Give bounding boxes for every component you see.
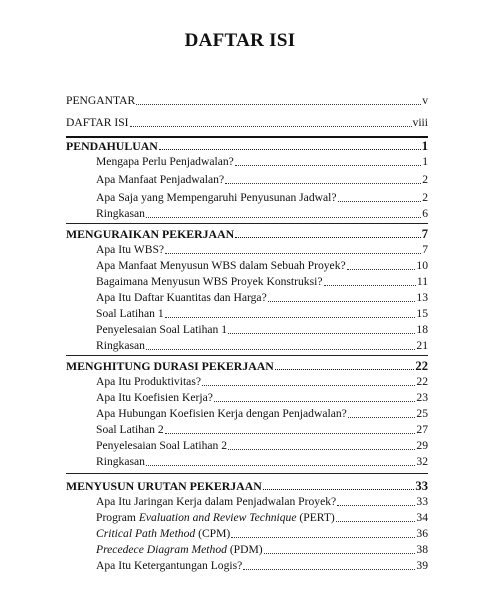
toc-entry[interactable] <box>66 205 428 221</box>
toc-entry-label: PENGANTAR <box>66 94 136 107</box>
dot-leader <box>202 385 415 386</box>
chapter-page: 7 <box>421 227 428 241</box>
dot-leader <box>136 104 421 105</box>
dot-leader <box>337 505 415 506</box>
chapter-divider <box>66 473 428 474</box>
dot-leader <box>264 553 416 554</box>
dot-leader <box>348 417 416 418</box>
dot-leader <box>165 433 416 434</box>
toc-entry-label: Apa Itu WBS? <box>96 243 165 256</box>
toc-entry-page: 23 <box>416 391 428 404</box>
toc-entry-label: Penyelesaian Soal Latihan 2 <box>96 439 228 452</box>
toc-entry-page: 33 <box>416 495 428 508</box>
dot-leader <box>243 569 415 570</box>
toc-entry-label: Apa Manfaat Penjadwalan? <box>96 173 225 186</box>
page-title: DAFTAR ISI <box>184 30 296 51</box>
toc-entry-page: 27 <box>416 423 428 436</box>
chapter-title: MENYUSUN URUTAN PEKERJAAN <box>66 479 262 493</box>
toc-entry[interactable] <box>66 289 428 305</box>
toc-chapter-menyusun-urutan[interactable] <box>66 477 428 493</box>
toc-entry-pengantar[interactable] <box>66 92 428 108</box>
chapter-page: 33 <box>415 479 428 493</box>
toc-entry[interactable] <box>66 241 428 257</box>
toc-entry[interactable] <box>66 557 428 573</box>
dot-leader <box>235 237 421 238</box>
toc-entry-label: Apa Saja yang Mempengaruhi Penyusunan Jadwal? <box>96 191 337 204</box>
toc-entry-label: Apa Manfaat Menyusun WBS dalam Sebuah Proyek? <box>96 259 346 272</box>
toc-entry-label: Ringkasan <box>96 207 145 220</box>
toc-entry[interactable] <box>66 421 428 437</box>
dot-leader <box>347 269 416 270</box>
toc-entry-label: Apa Itu Daftar Kuantitas dan Harga? <box>96 291 267 304</box>
toc-entry-page: 32 <box>416 455 428 468</box>
dot-leader <box>165 317 416 318</box>
toc-entry-page: viii <box>412 116 428 129</box>
toc-entry-page: 38 <box>416 543 428 556</box>
dot-leader <box>130 126 412 127</box>
dot-leader <box>214 401 416 402</box>
toc-entry[interactable] <box>66 493 428 509</box>
chapter-divider <box>66 223 428 224</box>
toc-entry[interactable] <box>66 525 428 541</box>
toc-entry-label: Precedece Diagram Method (PDM) <box>96 543 263 556</box>
toc-entry[interactable] <box>66 373 428 389</box>
toc-entry-page: 39 <box>416 559 428 572</box>
toc-entry[interactable] <box>66 389 428 405</box>
toc-entry[interactable] <box>66 541 428 557</box>
dot-leader <box>235 165 421 166</box>
toc-entry-label: Program Evaluation and Review Technique (PERT) <box>96 511 335 524</box>
toc-entry-label: Soal Latihan 1 <box>96 307 164 320</box>
dot-leader <box>228 333 415 334</box>
toc-entry[interactable] <box>66 153 428 169</box>
toc-entry-label: Bagaimana Menyusun WBS Proyek Konstruksi? <box>96 275 323 288</box>
dot-leader <box>263 489 415 490</box>
toc-entry-label: DAFTAR ISI <box>66 116 129 129</box>
toc-entry-label: Apa Itu Jaringan Kerja dalam Penjadwalan Proyek? <box>96 495 337 508</box>
dot-leader <box>228 449 415 450</box>
toc-entry-label: Penyelesaian Soal Latihan 1 <box>96 323 228 336</box>
toc-entry-page: 7 <box>422 243 428 256</box>
toc-entry[interactable] <box>66 257 428 273</box>
toc-entry[interactable] <box>66 337 428 353</box>
toc-entry[interactable] <box>66 305 428 321</box>
toc-entry-label: Soal Latihan 2 <box>96 423 164 436</box>
toc-entry-page: 25 <box>416 407 428 420</box>
dot-leader <box>159 149 421 150</box>
toc-entry[interactable] <box>66 321 428 337</box>
chapter-divider <box>66 355 428 356</box>
dot-leader <box>146 217 421 218</box>
toc-entry-label: Apa Itu Produktivitas? <box>96 375 201 388</box>
toc-entry-page: 11 <box>416 275 428 288</box>
toc-entry[interactable] <box>66 437 428 453</box>
dot-leader <box>336 521 416 522</box>
dot-leader <box>146 349 415 350</box>
toc-entry-page: 21 <box>416 339 428 352</box>
toc-entry[interactable] <box>66 453 428 469</box>
toc-entry-page: 6 <box>422 207 428 220</box>
toc-entry-page: 34 <box>416 511 428 524</box>
toc-entry[interactable] <box>66 405 428 421</box>
toc-entry-page: 1 <box>422 155 428 168</box>
toc-entry-label: Critical Path Method (CPM) <box>96 527 231 540</box>
toc-entry[interactable] <box>66 509 428 525</box>
toc-entry[interactable] <box>66 273 428 289</box>
toc-entry-label: Apa Hubungan Koefisien Kerja dengan Penjadwalan? <box>96 407 347 420</box>
chapter-title: MENGURAIKAN PEKERJAAN <box>66 227 235 241</box>
toc-chapter-menghitung-durasi[interactable] <box>66 357 428 373</box>
toc-entry-label: Apa Itu Koefisien Kerja? <box>96 391 213 404</box>
dot-leader <box>146 465 415 466</box>
toc-entry-page: 18 <box>416 323 428 336</box>
toc-entry[interactable] <box>66 171 428 187</box>
dot-leader <box>338 201 422 202</box>
toc-entry-daftar-isi[interactable] <box>66 114 428 130</box>
dot-leader <box>275 369 415 370</box>
toc-entry-label: Ringkasan <box>96 339 145 352</box>
dot-leader <box>268 301 416 302</box>
chapter-page: 22 <box>415 359 428 373</box>
toc-entry-page: 15 <box>416 307 428 320</box>
dot-leader <box>231 537 415 538</box>
chapter-page: 1 <box>421 139 428 153</box>
dot-leader <box>165 253 421 254</box>
toc-entry-page: 22 <box>416 375 428 388</box>
chapter-title: MENGHITUNG DURASI PEKERJAAN <box>66 359 274 373</box>
dot-leader <box>324 285 416 286</box>
chapter-title: PENDAHULUAN <box>66 139 158 153</box>
dot-leader <box>225 183 421 184</box>
toc-entry[interactable] <box>66 189 428 205</box>
toc-entry-label: Apa Itu Ketergantungan Logis? <box>96 559 243 572</box>
toc-entry-page: 29 <box>416 439 428 452</box>
toc-entry-page: 13 <box>416 291 428 304</box>
toc-entry-page: 2 <box>422 191 428 204</box>
toc-chapter-menguraikan-pekerjaan[interactable] <box>66 225 428 241</box>
toc-entry-page: 10 <box>416 259 428 272</box>
toc-entry-page: 36 <box>416 527 428 540</box>
toc-chapter-pendahuluan[interactable] <box>66 137 428 153</box>
toc-entry-label: Ringkasan <box>96 455 145 468</box>
toc-entry-page: v <box>422 94 428 107</box>
toc-entry-label: Mengapa Perlu Penjadwalan? <box>96 155 234 168</box>
toc-entry-page: 2 <box>422 173 428 186</box>
